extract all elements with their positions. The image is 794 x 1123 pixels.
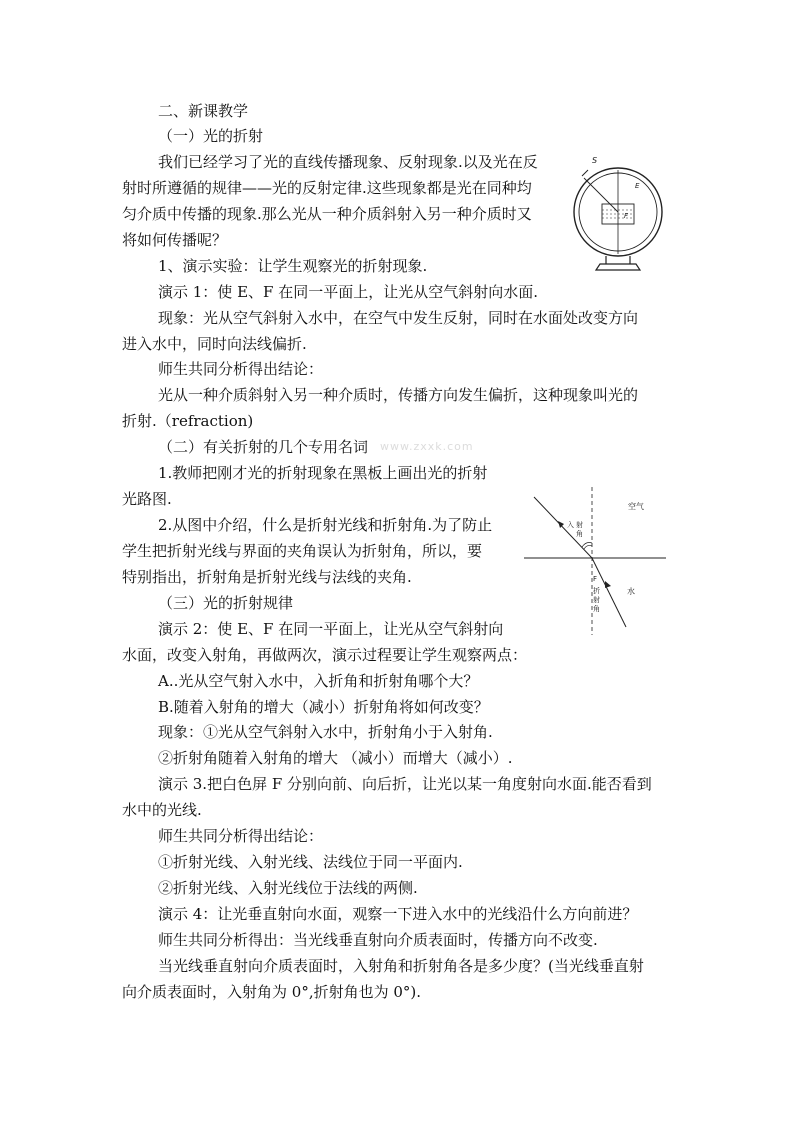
paragraph-line: 光路图. [122,490,172,508]
paragraph-line: 1、演示实验：让学生观察光的折射现象. [158,257,428,275]
incidence-angle-label: 射 [576,521,583,529]
paragraph-line: 现象：光从空气斜射入水中，在空气中发生反射，同时在水面处改变方向 [158,309,639,327]
paragraph-line: 学生把折射光线与界面的夹角误认为折射角，所以，要 [122,542,483,560]
paragraph-line: 水面，改变入射角，再做两次，演示过程要让学生观察两点： [122,646,528,664]
paragraph-line: ①折射光线、入射光线、法线位于同一平面内. [158,853,463,871]
incidence-angle-label: 入 [567,521,574,529]
paragraph-line: 我们已经学习了光的直线传播现象、反射现象.以及光在反 [158,153,538,171]
paragraph-line: 演示 1：使 E、F 在同一平面上，让光从空气斜射向水面. [158,283,538,301]
paragraph-line: ②折射光线、入射光线位于法线的两侧. [158,879,418,897]
refraction-angle-label: 角 [593,605,600,613]
paragraph-line: 光从一种介质斜射入另一种介质时，传播方向发生偏折，这种现象叫光的 [158,386,639,404]
incidence-angle-label: 角 [576,530,583,538]
paragraph-line: 射时所遵循的规律——光的反射定律.这些现象都是光在同种均 [122,179,532,197]
paragraph-line: 1.教师把刚才光的折射现象在黑板上画出光的折射 [158,464,488,482]
paragraph-line: ②折射角随着入射角的增大 （减小）而增大（减小）. [158,749,513,767]
paragraph-line: 向介质表面时，入射角为 0°,折射角也为 0°). [122,983,422,1001]
paragraph-line: 师生共同分析得出结论： [158,827,324,845]
subsection-heading: （二）有关折射的几个专用名词 [158,438,369,456]
paragraph-line: 2.从图中介绍，什么是折射光线和折射角.为了防止 [158,516,493,534]
paragraph-line: 特别指出，折射角是折射光线与法线的夹角. [122,568,412,586]
optical-disc-figure [568,148,672,274]
paragraph-line: B.随着入射角的增大（减小）折射角将如何改变？ [158,698,489,716]
label-e: E [635,182,640,190]
refraction-label-f: F [593,575,598,583]
paragraph-line: 匀介质中传播的现象.那么光从一种介质斜射入另一种介质时又 [122,205,532,223]
air-label: 空气 [628,502,644,511]
paragraph-line: 当光线垂直射向介质表面时，入射角和折射角各是多少度？(当光线垂直射 [158,957,644,975]
paragraph-line: 师生共同分析得出：当光线垂直射向介质表面时，传播方向不改变. [158,931,598,949]
paragraph-line: A..光从空气射入水中，入折角和折射角哪个大？ [158,672,479,690]
refraction-ray-diagram [520,485,670,635]
paragraph-line: 演示 4：让光垂直射向水面，观察一下进入水中的光线沿什么方向前进？ [158,905,638,923]
paragraph-line: 演示 2：使 E、F 在同一平面上，让光从空气斜射向 [158,620,504,638]
refraction-angle-label: 折 [593,587,600,595]
section-heading: 二、新课教学 [158,102,249,120]
water-label: 水 [627,587,635,596]
label-s: S [592,156,598,165]
paragraph-line: 进入水中，同时向法线偏折. [122,335,307,353]
paragraph-line: 演示 3.把白色屏 F 分别向前、向后折，让光以某一角度射向水面.能否看到 [158,775,652,793]
label-f: F [624,212,629,220]
watermark: www.zxxk.com [380,440,474,453]
paragraph-line: 将如何传播呢？ [122,231,228,249]
paragraph-line: 现象：①光从空气斜射入水中，折射角小于入射角. [158,723,493,741]
paragraph-line: 折射.（refraction) [122,412,254,430]
paragraph-line: 师生共同分析得出结论： [158,360,324,378]
paragraph-line: 水中的光线. [122,801,202,819]
subsection-heading: （三）光的折射规律 [158,594,294,612]
refraction-angle-label: 射 [593,596,600,604]
subsection-heading: （一）光的折射 [158,127,264,145]
